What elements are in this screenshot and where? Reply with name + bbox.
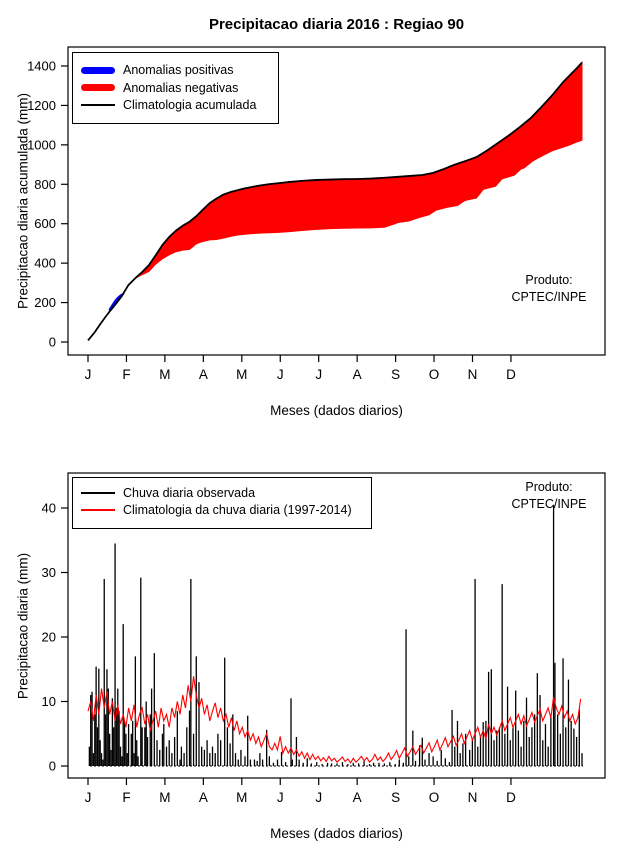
- rain-bar: [206, 740, 207, 766]
- rain-bar: [102, 760, 103, 766]
- rain-bar: [454, 747, 455, 766]
- rain-bar: [432, 756, 433, 766]
- rain-bar: [162, 734, 163, 766]
- rain-bar: [244, 756, 245, 766]
- rain-bar: [106, 669, 107, 766]
- rain-bar: [174, 737, 175, 766]
- month-label: O: [428, 367, 440, 382]
- month-label: N: [467, 790, 478, 805]
- top-xlabel: Meses (dados diarios): [270, 403, 403, 418]
- black-line-swatch: [81, 104, 115, 106]
- rain-bar: [141, 727, 142, 766]
- rain-bar: [114, 543, 115, 766]
- rain-bar: [136, 740, 137, 766]
- blue-line-swatch: [81, 67, 115, 74]
- rain-bar: [405, 629, 406, 766]
- rain-bar: [480, 737, 481, 766]
- rain-bar: [144, 727, 145, 766]
- rain-bar: [285, 762, 286, 766]
- rain-bar: [98, 669, 99, 766]
- legend-item-climatologia-acumulada: [81, 98, 256, 112]
- top-chart-title: Precipitacao diaria 2016 : Regiao 90: [208, 16, 465, 33]
- rain-bar: [327, 763, 328, 766]
- rain-bar: [247, 716, 248, 766]
- month-label: J: [84, 790, 92, 805]
- rain-bar: [298, 760, 299, 766]
- rain-bar: [504, 734, 505, 766]
- rain-bar: [553, 505, 554, 766]
- legend-item-climatologia-diaria: [81, 503, 352, 517]
- legend-item-anomalias-negativas: [81, 81, 238, 95]
- rain-bar: [441, 750, 442, 766]
- top-ylabel: Precipitacao diaria acumulada (mm): [15, 92, 31, 310]
- top-legend: [72, 52, 279, 124]
- rain-bar: [217, 734, 218, 766]
- y-tick-label: 800: [34, 176, 56, 192]
- rain-bar: [469, 750, 470, 766]
- rain-bar: [117, 689, 118, 766]
- red-line-swatch: [81, 509, 115, 511]
- rain-bar: [105, 714, 106, 766]
- rain-bar: [281, 752, 282, 766]
- rain-bar: [269, 756, 270, 766]
- rain-bar: [460, 753, 461, 766]
- y-tick-label: 400: [34, 255, 56, 271]
- legend-label: Anomalias positivas: [123, 63, 234, 77]
- y-tick-label: 1400: [27, 58, 56, 74]
- rain-bar: [146, 702, 147, 767]
- rain-bar: [250, 760, 251, 766]
- rain-bar: [120, 747, 121, 766]
- y-tick-label: 20: [41, 629, 56, 645]
- produto-line2: CPTEC/INPE: [511, 497, 587, 511]
- month-label: A: [352, 790, 362, 805]
- y-tick-label: 1000: [27, 137, 56, 153]
- rain-bar: [201, 747, 202, 766]
- rain-bar: [321, 764, 322, 766]
- rain-bar: [109, 734, 110, 766]
- bottom-legend: [72, 477, 372, 529]
- rain-bar: [257, 761, 258, 766]
- rain-bar: [472, 740, 473, 766]
- month-label: M: [159, 367, 171, 382]
- rain-bar: [483, 722, 484, 766]
- rain-bar: [548, 747, 549, 766]
- y-tick-label: 200: [34, 295, 56, 311]
- rain-bar: [445, 758, 446, 766]
- rain-bar: [395, 764, 396, 766]
- rain-bar: [579, 709, 580, 766]
- legend-item-chuva-observada: [81, 486, 255, 500]
- rain-bar: [428, 753, 429, 766]
- rain-bar: [545, 724, 546, 766]
- rain-bar: [437, 761, 438, 766]
- rain-bar: [189, 711, 190, 766]
- rain-bar: [399, 760, 400, 766]
- y-tick-label: 0: [48, 758, 56, 774]
- rain-bar: [196, 656, 197, 766]
- rain-bar: [581, 753, 582, 766]
- rain-bar: [292, 760, 293, 766]
- rain-bar: [215, 753, 216, 766]
- month-label: A: [198, 790, 208, 805]
- rain-bar: [183, 753, 184, 766]
- rain-bar: [550, 714, 551, 766]
- rain-bar: [127, 753, 128, 766]
- rain-bar: [378, 763, 379, 766]
- rain-bar: [347, 764, 348, 766]
- produto-line1: Produto:: [525, 273, 573, 287]
- rain-bar: [336, 763, 337, 766]
- top-produto-annotation: [489, 272, 609, 306]
- rain-bar: [529, 737, 530, 766]
- rain-bar: [277, 760, 278, 766]
- red-line-swatch: [81, 84, 115, 91]
- rain-bar: [576, 737, 577, 766]
- y-tick-label: 1200: [27, 97, 56, 113]
- rain-bar: [124, 721, 125, 766]
- black-line-swatch: [81, 492, 115, 494]
- legend-item-anomalias-positivas: [81, 63, 233, 77]
- rain-bar: [171, 753, 172, 766]
- rain-bar: [389, 762, 390, 766]
- month-label: J: [315, 367, 323, 382]
- y-tick-label: 30: [41, 565, 56, 580]
- rain-bar: [193, 734, 194, 766]
- month-label: A: [198, 367, 208, 382]
- rain-bar: [526, 698, 527, 766]
- rain-bar: [424, 760, 425, 766]
- rain-bar: [100, 740, 101, 766]
- rain-bar: [128, 724, 129, 766]
- month-label: J: [84, 367, 92, 382]
- month-label: J: [276, 367, 284, 382]
- rain-bar: [403, 763, 404, 766]
- rain-bar: [560, 734, 561, 766]
- rain-bar: [316, 762, 317, 766]
- rain-bar: [238, 760, 239, 766]
- rain-bar: [510, 740, 511, 766]
- rain-bar: [163, 724, 164, 766]
- rain-bar: [369, 764, 370, 766]
- rain-bar: [91, 692, 92, 766]
- rain-bar: [462, 743, 463, 766]
- rain-bar: [169, 740, 170, 766]
- rain-bar: [166, 747, 167, 766]
- rain-bar: [190, 579, 191, 766]
- month-label: M: [159, 790, 171, 805]
- rain-bar: [353, 763, 354, 766]
- month-label: J: [276, 790, 284, 805]
- y-tick-label: 10: [41, 694, 56, 709]
- month-label: D: [506, 367, 516, 382]
- rain-bar: [95, 667, 96, 766]
- legend-label: Climatologia acumulada: [123, 98, 257, 112]
- rain-bar: [537, 673, 538, 766]
- rain-bar: [137, 756, 138, 766]
- produto-line2: CPTEC/INPE: [511, 290, 587, 304]
- rain-bar: [93, 753, 94, 766]
- rain-bar: [488, 672, 489, 766]
- month-label: F: [122, 367, 131, 382]
- rain-bar: [520, 747, 521, 766]
- rain-bar: [408, 756, 409, 766]
- rain-bar: [523, 721, 524, 766]
- rain-bar: [557, 714, 558, 766]
- rain-bar: [97, 727, 98, 766]
- rain-bar: [565, 727, 566, 766]
- rain-bar: [125, 734, 126, 766]
- rain-bar: [303, 763, 304, 766]
- rain-bar: [113, 727, 114, 766]
- rain-bar: [186, 727, 187, 766]
- rain-bar: [132, 721, 133, 766]
- rain-bar: [159, 750, 160, 766]
- rain-bar: [224, 658, 225, 766]
- rain-bar: [290, 698, 291, 766]
- rain-bar: [131, 734, 132, 766]
- month-label: F: [122, 790, 131, 805]
- rain-bar: [150, 714, 151, 766]
- rain-bar: [474, 579, 475, 766]
- rain-bar: [229, 743, 230, 766]
- rain-bar: [515, 691, 516, 766]
- rain-bar: [373, 763, 374, 766]
- legend-label: Climatologia da chuva diaria (1997-2014): [123, 503, 352, 517]
- rain-bar: [449, 762, 450, 766]
- month-label: S: [391, 790, 401, 805]
- rain-bar: [491, 669, 492, 766]
- rain-bar: [133, 753, 134, 766]
- rain-bar: [254, 760, 255, 766]
- rain-bar: [573, 729, 574, 766]
- month-label: J: [315, 790, 323, 805]
- bottom-ylabel: Precipitacao diaria (mm): [15, 552, 31, 700]
- rain-bar: [501, 584, 502, 766]
- rain-bar: [121, 756, 122, 766]
- rain-bar: [493, 740, 494, 766]
- month-label: D: [506, 790, 516, 805]
- rain-bar: [181, 747, 182, 766]
- rain-bar: [512, 727, 513, 766]
- rain-bar: [220, 740, 221, 766]
- rain-bar: [147, 737, 148, 766]
- bottom-produto-annotation: [489, 479, 609, 513]
- rain-bar: [307, 758, 308, 766]
- rain-bar: [212, 747, 213, 766]
- y-tick-label: 600: [34, 216, 56, 232]
- rain-bar: [123, 624, 124, 766]
- month-label: A: [352, 367, 362, 382]
- month-label: M: [236, 790, 248, 805]
- observed-rain-bars: [89, 505, 583, 766]
- rain-bar: [259, 753, 260, 766]
- rain-bar: [499, 727, 500, 766]
- rain-bar: [568, 680, 569, 766]
- rain-bar: [273, 763, 274, 766]
- rain-bar: [542, 740, 543, 766]
- y-tick-label: 40: [41, 500, 56, 516]
- rain-bar: [531, 727, 532, 766]
- rain-bar: [177, 711, 178, 766]
- rain-bar: [154, 653, 155, 766]
- rain-bar: [518, 731, 519, 766]
- rain-bar: [198, 682, 199, 766]
- rain-bar: [240, 750, 241, 766]
- month-label: N: [467, 367, 478, 382]
- rain-bar: [311, 763, 312, 766]
- rain-bar: [358, 763, 359, 766]
- rain-bar: [227, 727, 228, 766]
- month-label: O: [428, 790, 440, 805]
- rain-bar: [539, 695, 540, 766]
- rain-bar: [179, 760, 180, 766]
- rain-bar: [140, 578, 141, 766]
- legend-label: Chuva diaria observada: [123, 486, 256, 500]
- rain-bar: [204, 750, 205, 766]
- rain-bar: [571, 721, 572, 766]
- rain-bar: [104, 579, 105, 766]
- legend-label: Anomalias negativas: [123, 80, 239, 95]
- rain-bar: [94, 714, 95, 766]
- rain-bar: [415, 761, 416, 766]
- rain-bar: [209, 753, 210, 766]
- rain-bar: [485, 721, 486, 766]
- month-label: S: [391, 367, 401, 382]
- rain-bar: [384, 763, 385, 766]
- rain-bar: [235, 753, 236, 766]
- rain-bar: [342, 762, 343, 766]
- bottom-xlabel: Meses (dados diarios): [270, 826, 403, 841]
- produto-line1: Produto:: [525, 480, 573, 494]
- month-label: M: [236, 367, 248, 382]
- rain-bar: [262, 760, 263, 766]
- rain-bar: [101, 753, 102, 766]
- y-tick-label: 0: [48, 334, 56, 350]
- rain-bar: [110, 750, 111, 766]
- rain-bar: [554, 663, 555, 766]
- rain-bar: [331, 763, 332, 766]
- rain-bar: [477, 747, 478, 766]
- rain-bar: [89, 747, 90, 766]
- rain-bar: [156, 740, 157, 766]
